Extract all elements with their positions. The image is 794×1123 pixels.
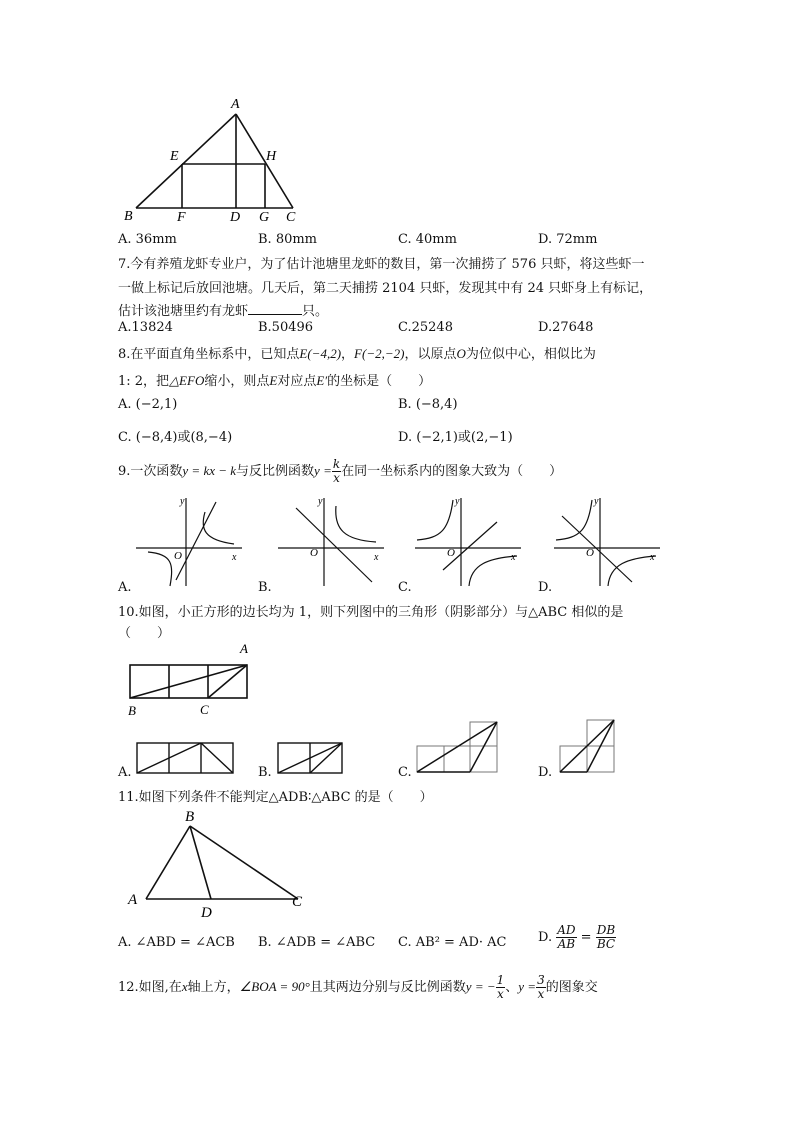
- q9-d-axis-o: O: [586, 547, 594, 559]
- q8-stem-line2: [118, 370, 431, 389]
- q10-label-b: B: [128, 703, 136, 718]
- q8-option-b: B. (−8,4): [398, 397, 458, 412]
- q6-label-e: E: [170, 149, 179, 164]
- q8-text-6: 对应点: [277, 374, 317, 389]
- q8-text-5: 缩小，则点: [204, 374, 270, 389]
- q11-option-d-prefix: D.: [538, 930, 553, 945]
- q8-e-prime: E′: [316, 373, 328, 388]
- q8-text-2: ，以原点: [404, 347, 457, 362]
- q7-stem-line2: 一做上标记后放回池塘。几天后，第二天捕捞 2104 只虾，发现其中有 24 只虾身上有标记，: [118, 281, 653, 296]
- q9-a-axis-y: y: [180, 496, 185, 507]
- q9-b-axis-x: x: [374, 552, 379, 563]
- q10-label-a: A: [240, 641, 248, 656]
- q10-label-c: C: [200, 702, 209, 717]
- q12-f1-fraction: $\frac{1}{x}$: [496, 973, 505, 1001]
- q9-text-1: 9.一次函数: [118, 464, 183, 479]
- q9-option-d: D.: [538, 580, 553, 595]
- q8-point-f: F(−2,−2): [354, 346, 405, 361]
- q6-figure: [118, 94, 308, 224]
- q7-option-c: C.25248: [398, 320, 453, 335]
- q10-option-c: C.: [398, 765, 412, 780]
- q8-point-e: E(−4,2): [299, 346, 342, 361]
- q10-option-a: A.: [118, 765, 132, 780]
- q9-fraction: $\frac{k}{x}$: [332, 457, 341, 485]
- q6-option-c: C. 40mm: [398, 232, 457, 247]
- q8-option-a: A. (−2,1): [118, 397, 178, 412]
- q9-graph-a: [134, 494, 249, 589]
- q11-label-c: C: [292, 894, 303, 910]
- q10-option-b-figure: [273, 740, 348, 776]
- q11-option-d-eq: =: [580, 930, 592, 945]
- q9-a-axis-x: x: [232, 552, 237, 563]
- q7-line3-post: 只。: [302, 304, 329, 319]
- q12-text-2: 轴上方，: [187, 980, 240, 995]
- q8-text-7: 的坐标是（ ）: [327, 374, 432, 389]
- q10-option-b: B.: [258, 765, 272, 780]
- q7-option-a: A.13824: [118, 320, 173, 335]
- q6-option-b: B. 80mm: [258, 232, 318, 247]
- q8-e-label: E: [269, 373, 278, 388]
- q6-label-b: B: [124, 209, 133, 224]
- q11-option-b: B. ∠ADB = ∠ABC: [258, 935, 376, 950]
- q11-label-a: A: [128, 892, 138, 908]
- q6-option-d: D. 72mm: [538, 232, 598, 247]
- q9-option-c: C.: [398, 580, 412, 595]
- q10-option-a-figure: [132, 740, 237, 776]
- q11-option-d-fraction-1: $\frac{AD}{AB}$: [557, 923, 576, 951]
- q8-option-d: D. (−2,1)或(2,−1): [398, 430, 513, 445]
- q7-option-d: D.27648: [538, 320, 594, 335]
- q9-graph-c: [413, 494, 528, 589]
- q8-sep: ，: [341, 347, 355, 362]
- q11-option-a: A. ∠ABD = ∠ACB: [118, 935, 235, 950]
- q7-answer-blank: [248, 302, 302, 315]
- q8-text-3: 为位似中心，相似比为: [465, 347, 596, 362]
- q12-sep: 、: [505, 980, 519, 995]
- q8-text-4: 1: 2，把: [118, 374, 170, 389]
- q12-stem: [118, 974, 598, 1001]
- q6-label-c: C: [286, 210, 296, 224]
- q8-option-c: C. (−8,4)或(8,−4): [118, 430, 233, 445]
- q6-label-h: H: [266, 149, 277, 164]
- q9-d-axis-x: x: [650, 552, 655, 563]
- q10-option-d-figure: [556, 718, 620, 776]
- q10-option-d: D.: [538, 765, 553, 780]
- q12-f2-pre: y =: [518, 979, 537, 994]
- q6-label-a: A: [231, 97, 240, 112]
- q9-text-2: 与反比例函数: [236, 464, 315, 479]
- q9-graph-d: [552, 494, 667, 589]
- q11-figure: [118, 806, 318, 921]
- q7-option-b: B.50496: [258, 320, 314, 335]
- q12-f2-fraction: $\frac{3}{x}$: [537, 973, 545, 1001]
- q10-stem-line1: 10.如图，小正方形的边长均为 1，则下列图中的三角形（阴影部分）与△ABC 相似的是: [118, 605, 624, 620]
- q8-text-1: 8.在平面直角坐标系中，已知点: [118, 347, 300, 362]
- q9-a-axis-o: O: [174, 550, 182, 562]
- q9-d-axis-y: y: [594, 496, 599, 507]
- q6-label-f: F: [177, 210, 186, 224]
- q9-b-axis-y: y: [318, 496, 323, 507]
- q9-c-axis-o: O: [447, 547, 455, 559]
- q12-text-3: 且其两边分别与反比例函数: [309, 980, 466, 995]
- q11-option-c: C. AB² = AD· AC: [398, 935, 507, 950]
- q12-text-1: 12.如图,在: [118, 980, 182, 995]
- q11-label-d: D: [201, 905, 212, 921]
- q8-stem-line1: [118, 343, 596, 362]
- q12-x: x: [181, 979, 188, 994]
- q9-c-axis-x: x: [511, 552, 516, 563]
- q9-stem: [118, 458, 562, 485]
- q11-option-d-fraction-2: $\frac{DB}{BC}$: [596, 923, 616, 951]
- q6-label-g: G: [259, 210, 270, 224]
- q7-stem-line1: 7.今有养殖龙虾专业户，为了估计池塘里龙虾的数目，第一次捕捞了 576 只虾，将这些虾一: [118, 257, 645, 272]
- q9-option-a: A.: [118, 580, 132, 595]
- q10-stem-line2: （ ）: [118, 626, 171, 641]
- q7-line3-pre: 估计该池塘里约有龙虾: [118, 304, 249, 319]
- q9-y-eq: y =: [314, 463, 332, 478]
- q9-text-3: 在同一坐标系内的图象大致为（ ）: [341, 464, 563, 479]
- q10-main-figure: [118, 638, 268, 720]
- q6-option-a: A. 36mm: [118, 232, 177, 247]
- q12-f1-pre: y = −: [465, 979, 496, 994]
- q11-stem: 11.如图下列条件不能判定△ADB∶△ABC 的是（ ）: [118, 790, 433, 805]
- q9-b-axis-o: O: [310, 547, 318, 559]
- q12-text-4: 的图象交: [545, 980, 598, 995]
- q11-option-d: [538, 924, 616, 951]
- q10-option-c-figure: [413, 720, 503, 776]
- q9-c-axis-y: y: [455, 496, 460, 507]
- q9-option-b: B.: [258, 580, 272, 595]
- q6-label-d: D: [230, 210, 241, 224]
- q12-angle: ∠BOA = 90°: [239, 979, 310, 994]
- q8-triangle: △EFO: [169, 373, 205, 388]
- q7-stem-line3: [118, 300, 328, 319]
- q9-graph-b: [276, 494, 391, 589]
- q8-origin: O: [456, 346, 466, 361]
- q9-linear-function: y = kx − k: [182, 463, 237, 478]
- q11-label-b: B: [185, 809, 195, 825]
